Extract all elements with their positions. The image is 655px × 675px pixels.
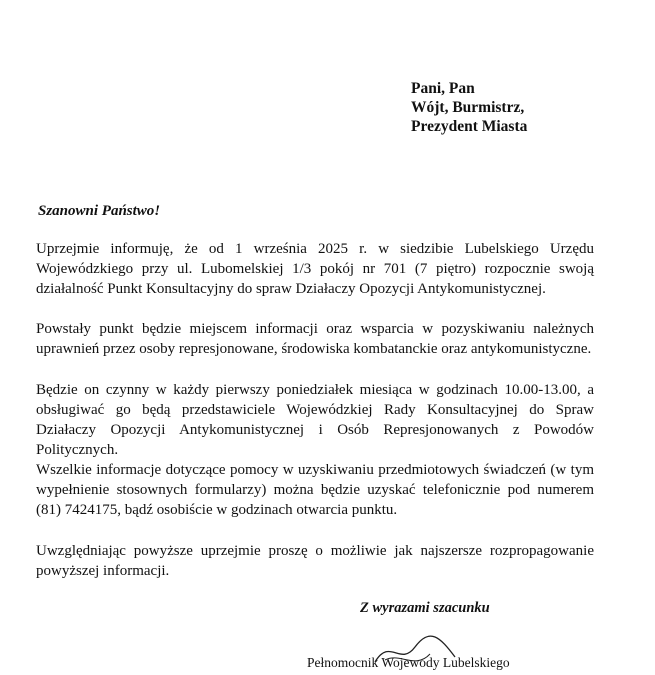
paragraph-contact: Wszelkie informacje dotyczące pomocy w uzyskiwaniu przedmiotowych świadczeń (w tym wypełnienie stosownych formularzy) można będzie uzyskać telefonicznie pod numerem (81) 7424175, bądź osobiście w godzinach otwarcia punktu.	[36, 462, 594, 518]
paragraph-schedule: Będzie on czynny w każdy pierwszy poniedziałek miesiąca w godzinach 10.00-13.00, a obsługiwać go będą przedstawiciele Wojewódzkiej Rady Konsultacyjnej do Spraw Działaczy Opozycji Antykomunistycznej i Osób Represjonowanych z Powodów Politycznych.	[36, 382, 594, 458]
closing-phrase: Z wyrazami szacunku	[360, 600, 490, 616]
addressee-line-3: Prezydent Miasta	[411, 118, 528, 135]
salutation: Szanowni Państwo!	[38, 203, 161, 219]
addressee-line-1: Pani, Pan	[411, 80, 475, 97]
paragraph-opening-info: Uprzejmie informuję, że od 1 września 2025 r. w siedzibie Lubelskiego Urzędu Wojewódzkiego przy ul. Lubomelskiej 1/3 pokój nr 701 (7 piętro) rozpocznie swoją działalność Punkt Konsultacyjny do spraw Działaczy Opozycji Antykomunistycznej.	[36, 241, 594, 297]
addressee-line-2: Wójt, Burmistrz,	[411, 99, 525, 116]
signature-title: Pełnomocnik Wojewody Lubelskiego	[307, 655, 510, 670]
addressee-block	[411, 79, 527, 136]
paragraph-request: Uwzględniając powyższe uprzejmie proszę o możliwie jak najszersze rozpropagowanie powyższej informacji.	[36, 543, 594, 579]
paragraph-purpose: Powstały punkt będzie miejscem informacji oraz wsparcia w pozyskiwaniu należnych uprawnień przez osoby represjonowane, środowiska kombatanckie oraz antykomunistyczne.	[36, 321, 594, 357]
